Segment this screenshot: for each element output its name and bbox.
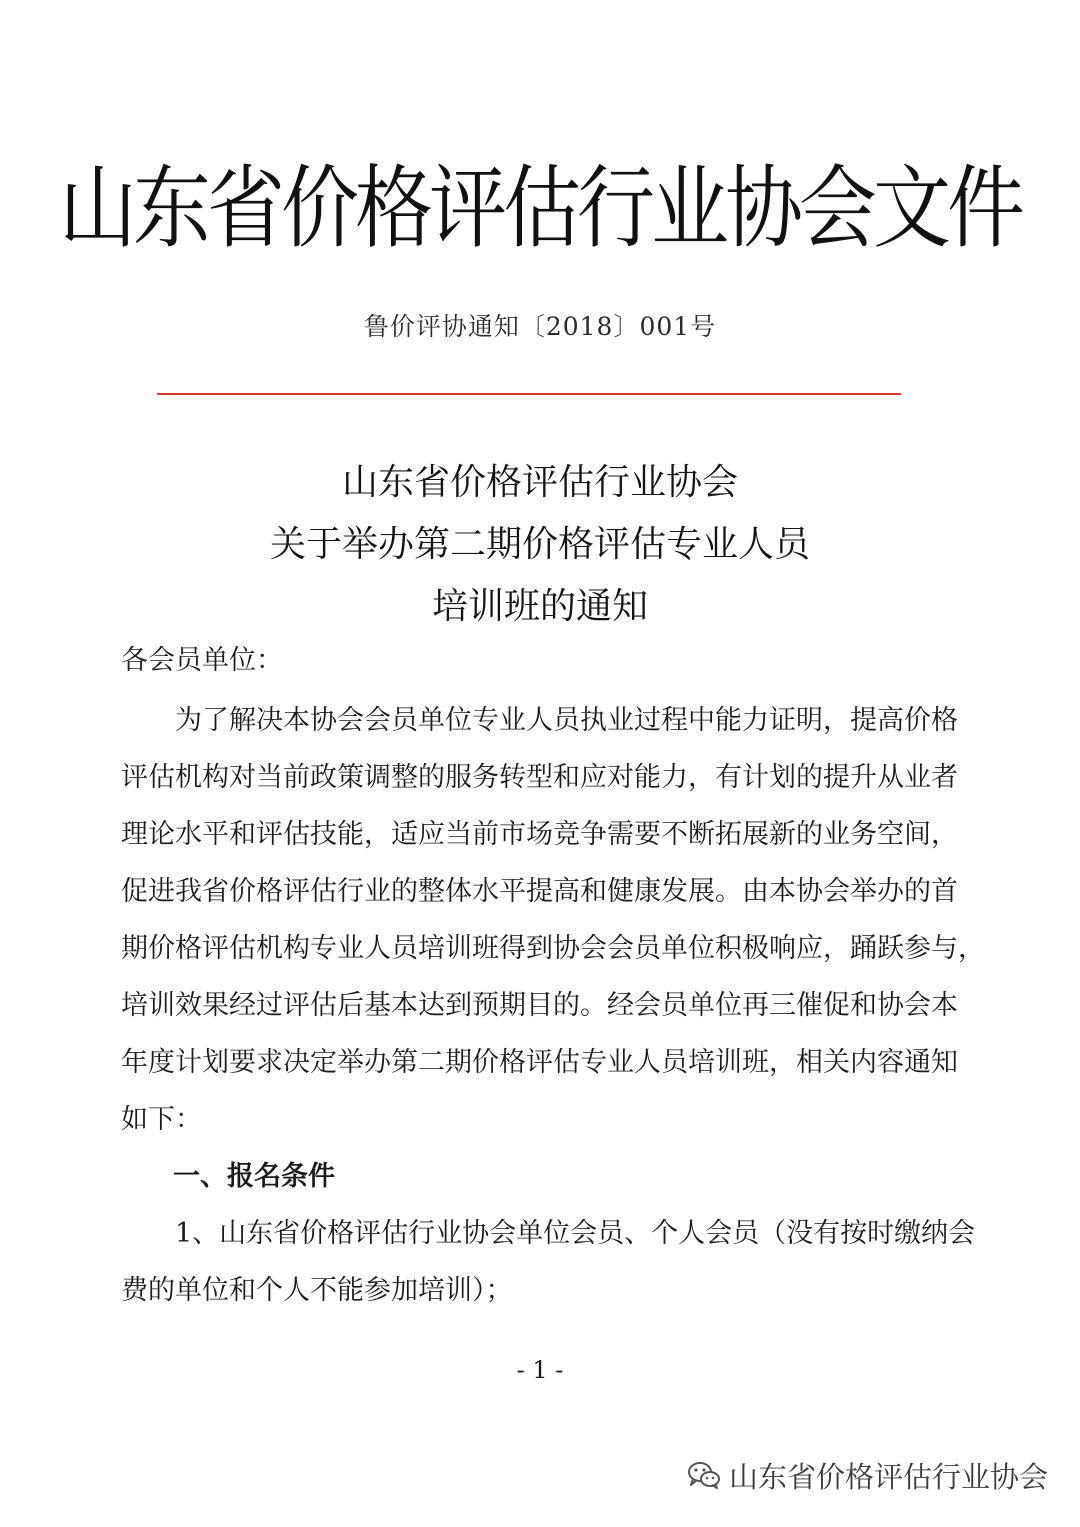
paragraph-line: 如下： — [121, 1104, 202, 1135]
intro-paragraph — [121, 692, 985, 1148]
paragraph-line: 期价格评估机构专业人员培训班得到协会会员单位积极响应，踊跃参与， — [121, 933, 985, 964]
list-item-line: 费的单位和个人不能参加培训）； — [121, 1275, 513, 1306]
red-divider — [157, 393, 901, 395]
page-number: - 1 - — [516, 1356, 564, 1384]
salutation: 各会员单位： — [121, 645, 283, 676]
watermark-text: 山东省价格评估行业协会 — [728, 1459, 1048, 1494]
notice-title-line: 山东省价格评估行业协会 — [341, 462, 738, 503]
list-item — [121, 1205, 976, 1319]
issuer-header: 山东省价格评估行业协会文件 — [58, 157, 1021, 261]
paragraph-line: 评估机构对当前政策调整的服务转型和应对能力，有计划的提升从业者 — [121, 762, 958, 793]
paragraph-line: 培训效果经过评估后基本达到预期目的。经会员单位再三催促和协会本 — [121, 990, 958, 1021]
wechat-watermark — [687, 1455, 1048, 1495]
paragraph-line: 理论水平和评估技能，适应当前市场竞争需要不断拓展新的业务空间， — [121, 819, 958, 850]
notice-title — [0, 452, 1080, 638]
notice-title-line: 培训班的通知 — [431, 586, 648, 627]
section-heading: 一、报名条件 — [173, 1161, 335, 1192]
paragraph-line: 年度计划要求决定举办第二期价格评估专业人员培训班，相关内容通知 — [121, 1047, 958, 1078]
list-item-line: 1、山东省价格评估行业协会单位会员、个人会员（没有按时缴纳会 — [175, 1218, 976, 1249]
doc-number: 鲁价评协通知〔2018〕001号 — [363, 312, 717, 341]
paragraph-line: 促进我省价格评估行业的整体水平提高和健康发展。由本协会举办的首 — [121, 876, 958, 907]
wechat-icon — [687, 1460, 721, 1490]
notice-title-line: 关于举办第二期价格评估专业人员 — [269, 524, 810, 565]
body-text — [121, 636, 985, 1319]
paragraph-line: 为了解决本协会会员单位专业人员执业过程中能力证明，提高价格 — [175, 705, 958, 736]
